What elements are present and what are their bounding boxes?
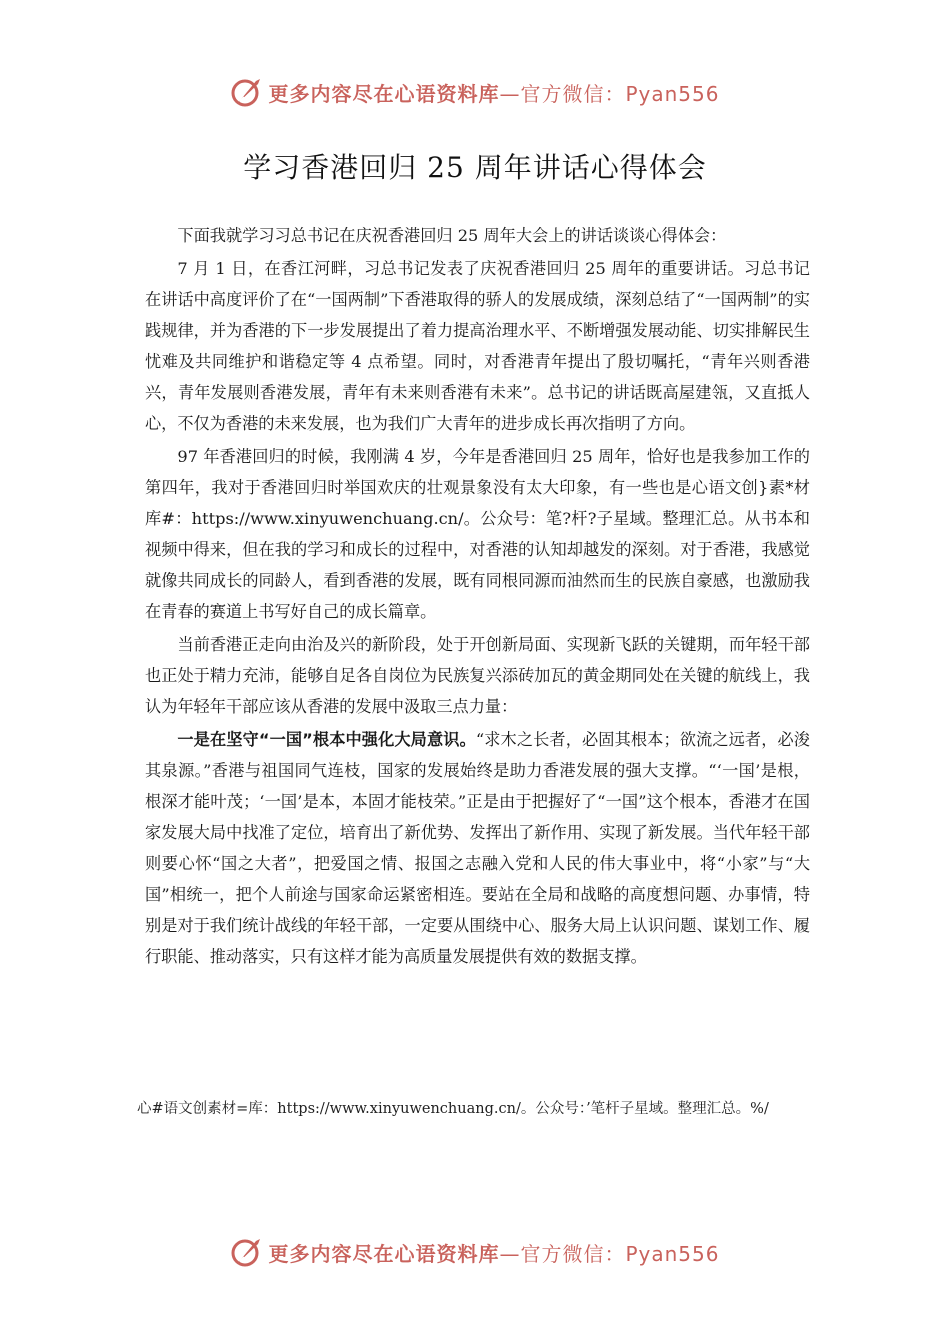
quill-logo-icon (230, 1235, 264, 1269)
point-one-text: “求木之长者，必固其根本；欲流之远者，必浚其泉源。”香港与祖国同气连枝，国家的发展始终是助力香港发展的强大支撑。“‘一国’是根，根深才能叶茂；‘一国’是本，本固才能枝荣。”正是由于把握好了“一国”这个根本，香港才在国家发展大局中找准了定位，培育出了新优势、发挥出了新作用、实现了新发展。当代年轻干部则要心怀“国之大者”，把爱国之情、报国之志融入党和人民的伟大事业中，将“小家”与“大国”相统一，把个人前途与国家命运紧密相连。要站在全局和战略的高度想问题、办事情，特别是对于我们统计战线的年轻干部，一定要从围绕中心、服务大局上认识问题、谋划工作、履行职能、推动落实，只有这样才能为高质量发展提供有效的数据支撑。 (145, 730, 810, 966)
footer-banner-wechat: —官方微信：Pyan556 (499, 1241, 720, 1266)
banner-wechat: —官方微信：Pyan556 (499, 81, 720, 106)
point-one-heading: 一是在坚守“一国”根本中强化大局意识。 (177, 730, 476, 749)
paragraph-speech-summary: 7 月 1 日，在香江河畔，习总书记发表了庆祝香港回归 25 周年的重要讲话。习总书记在讲话中高度评价了在“一国两制”下香港取得的骄人的发展成绩，深刻总结了“一国两制”的实践规律，并为香港的下一步发展提出了着力提高治理水平、不断增强发展动能、切实排解民生忧难及共同维护和谐稳定等 4 点希望。同时，对香港青年提出了殷切嘱托，“青年兴则香港兴，青年发展则香港发展，青年有未来则香港有未来”。总书记的讲话既高屋建瓴，又直抵人心，不仅为香港的未来发展，也为我们广大青年的进步成长再次指明了方向。 (145, 259, 810, 433)
paragraph-personal: 97 年香港回归的时候，我刚满 4 岁，今年是香港回归 25 周年，恰好也是我参加工作的第四年，我对于香港回归时举国欢庆的壮观景象没有太大印象，有一些也是心语文创}素*材库#：https://www.xinyuwenchuang.cn/。公众号：笔?杆?子星域。整理汇总。从书本和视频中得来，但在我的学习和成长的过程中，对香港的认知却越发的深刻。对于香港，我感觉就像共同成长的同龄人，看到香港的发展，既有同根同源而油然而生的民族自豪感，也激励我在青春的赛道上书写好自己的成长篇章。 (145, 447, 810, 621)
footer-banner (0, 1232, 950, 1272)
watermark-footnote: 心#语文创素材=库：https://www.xinyuwenchuang.cn/。公众号：’笔杆子星域。整理汇总。%/ (137, 1101, 769, 1117)
footer-banner-title: 更多内容尽在心语资料库 (268, 1241, 500, 1266)
paragraph-point-one (145, 724, 810, 972)
document-body (145, 220, 810, 972)
header-banner (0, 72, 950, 112)
document-title: 学习香港回归 25 周年讲话心得体会 (243, 151, 707, 184)
banner-title: 更多内容尽在心语资料库 (268, 81, 500, 106)
paragraph-three-points: 当前香港正走向由治及兴的新阶段，处于开创新局面、实现新飞跃的关键期，而年轻干部也正处于精力充沛，能够自足各自岗位为民族复兴添砖加瓦的黄金期同处在关键的航线上，我认为年轻年干部应该从香港的发展中汲取三点力量： (145, 635, 810, 716)
quill-logo-icon (230, 75, 264, 109)
paragraph-intro: 下面我就学习习总书记在庆祝香港回归 25 周年大会上的讲话谈谈心得体会： (177, 226, 727, 245)
